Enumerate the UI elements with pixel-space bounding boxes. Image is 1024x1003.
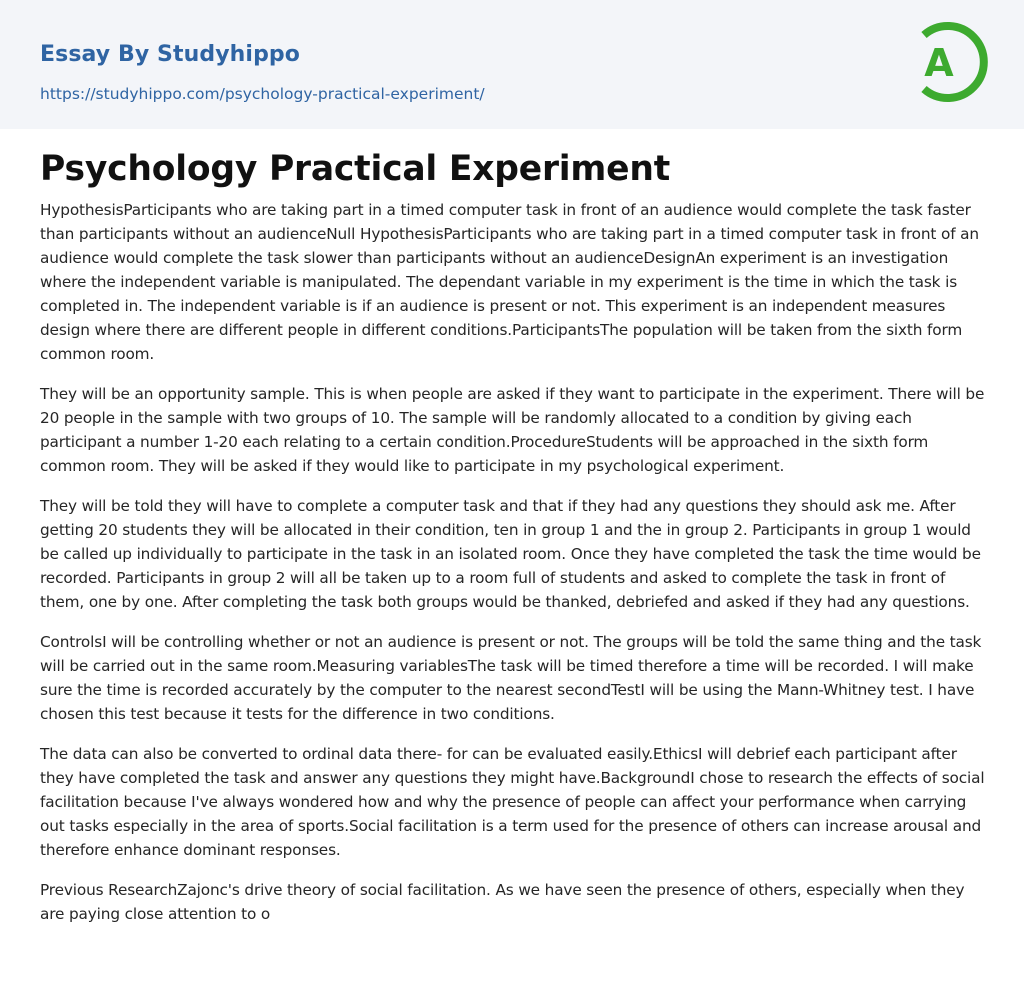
logo-letter: A	[924, 41, 954, 85]
paragraph-4: ControlsI will be controlling whether or not an audience is present or not. The groups will be told the same thing and the task will be carried out in the same room.Measuring variablesThe task will be timed therefore a time will be recorded. I will make sure the time is recorded accurately by the computer to the nearest secondTestI will be using the Mann-Whitney test. I have chosen this test because it tests for the difference in two conditions.	[40, 633, 982, 723]
paragraph-2: They will be an opportunity sample. This is when people are asked if they want to participate in the experiment. There will be 20 people in the sample with two groups of 10. The sample will be randomly allocated to a condition by giving each participant a number 1-20 each relating to a certain condition.ProcedureStudents will be approached in the sixth form common room. They will be asked if they would like to participate in my psychological experiment.	[40, 385, 985, 475]
studyhippo-logo-icon[interactable]	[910, 18, 988, 106]
paragraph-5: The data can also be converted to ordinal data there- for can be evaluated easily.EthicsI will debrief each participant after they have completed the task and answer any questions they might have.BackgroundI chose to research the effects of social facilitation because I've always wondered how and why the presence of people can affect your performance when carrying out tasks especially in the area of sports.Social facilitation is a term used for the presence of others can increase arousal and therefore enhance dominant responses.	[40, 745, 985, 859]
page-title: Psychology Practical Experiment	[40, 149, 671, 189]
site-header	[0, 0, 1024, 129]
paragraph-6: Previous ResearchZajonc's drive theory of social facilitation. As we have seen the presence of others, especially when they are paying close attention to o	[40, 881, 965, 923]
essay-url-link[interactable]: https://studyhippo.com/psychology-practical-experiment/	[40, 85, 485, 103]
article	[40, 148, 986, 942]
paragraph-3: They will be told they will have to complete a computer task and that if they had any questions they should ask me. After getting 20 students they will be allocated in their condition, ten in group 1 and the in group 2. Participants in group 1 would be called up individually to participate in the task in an isolated room. Once they have completed the task the time would be recorded. Participants in group 2 will all be taken up to a room full of students and asked to complete the task in front of them, one by one. After completing the task both groups would be thanked, debriefed and asked if they had any questions.	[40, 497, 981, 611]
paragraph-1: HypothesisParticipants who are taking part in a timed computer task in front of an audience would complete the task faster than participants without an audienceNull HypothesisParticipants who are taking part in a timed computer task in front of an audience would complete the task slower than participants without an audienceDesignAn experiment is an investigation where the independent variable is manipulated. The dependant variable in my experiment is the time in which the task is completed in. The independent variable is if an audience is present or not. This experiment is an independent measures design where there are different people in different conditions.ParticipantsThe population will be taken from the sixth form common room.	[40, 201, 979, 363]
brand-title[interactable]: Essay By Studyhippo	[40, 42, 300, 67]
